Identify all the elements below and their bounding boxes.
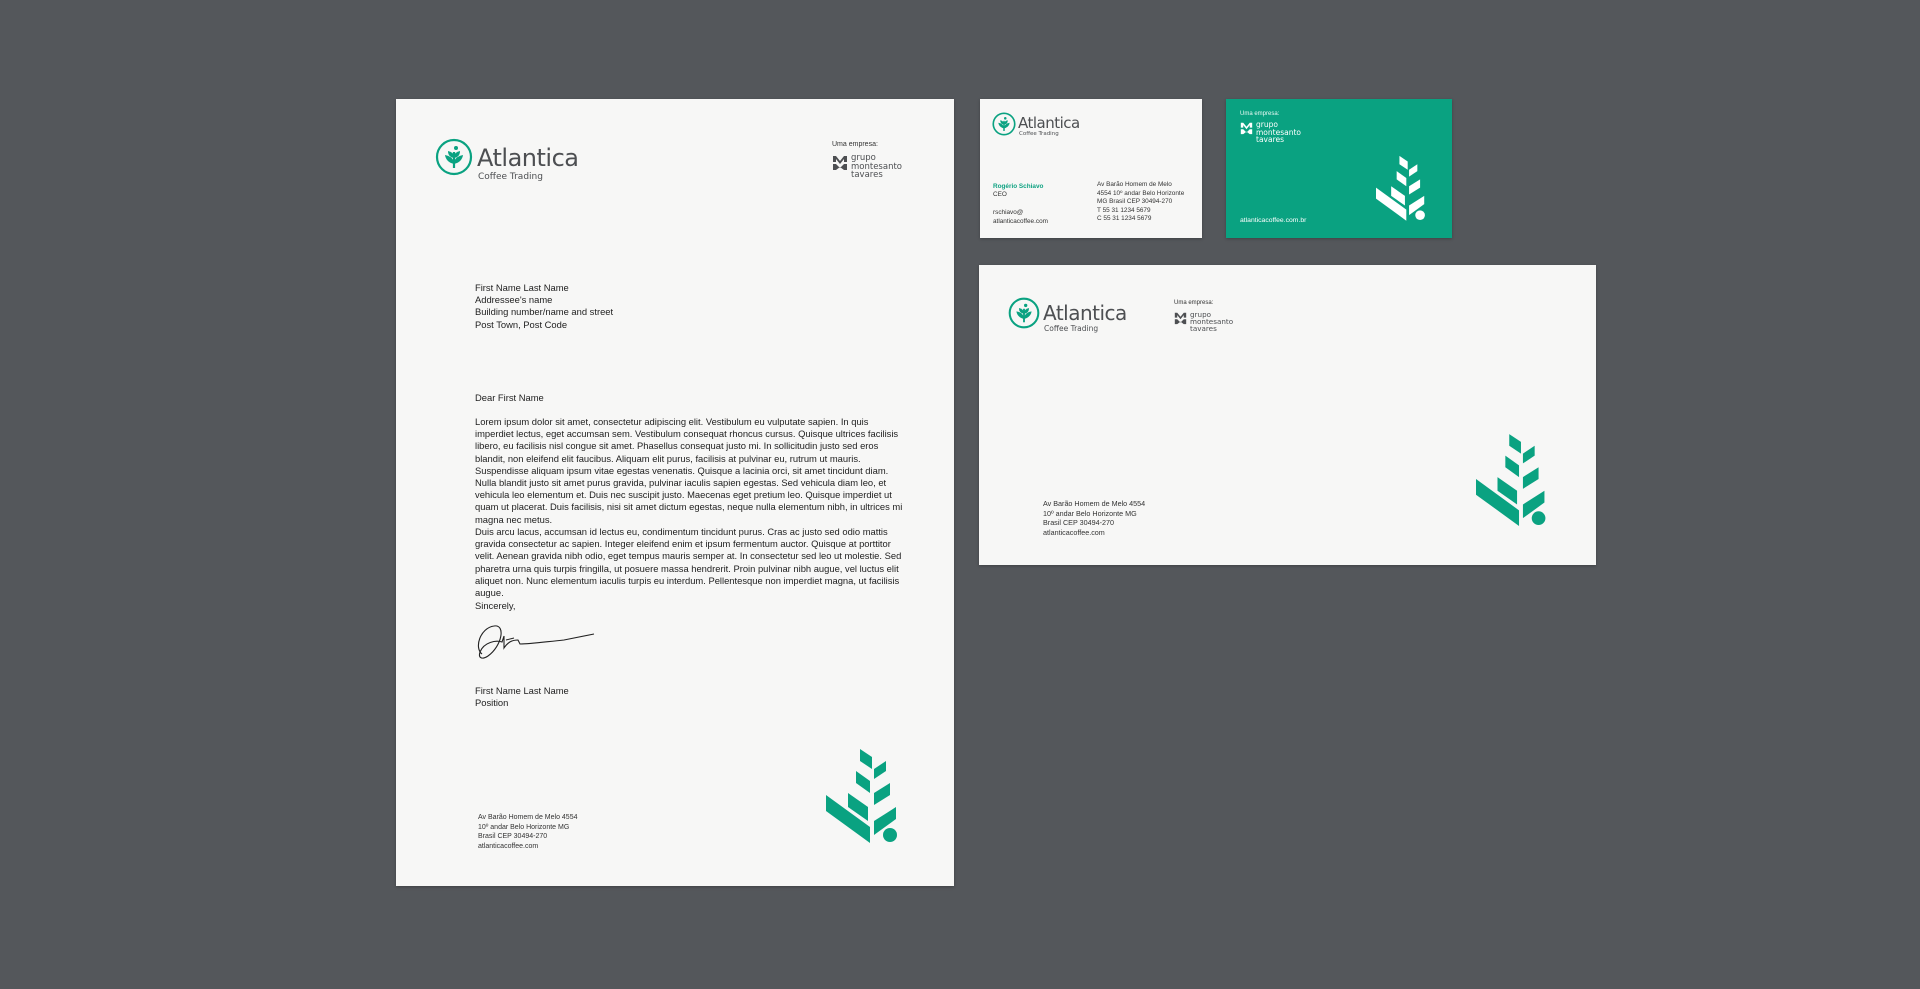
recipient-address <box>475 282 775 331</box>
group-name-line-2: montesanto <box>1256 127 1301 137</box>
group-name-line-1: grupo <box>1190 310 1212 319</box>
brand-tagline: Coffee Trading <box>1044 324 1099 333</box>
body-paragraph-2: Duis arcu lacus, accumsan id lectus eu, condimentum tincidunt purus. Cras ac justo sed odio mattis gravida consectetur ac sapien. Integer eleifend enim et ipsum fermentum auctor. Quisque at porttitor velit. Aenean gravida nibh odio, eget tempus mauris semper at. In consectetur sed leo ut molestie. Sed pharetra urna quis turpis fringilla, ut posuere massa hendrerit. Proin pulvinar nibh augue, vel luctus elit aliquet non. Nunc elementum iaculis turpis eu interdum. Pellentesque non imperdiet magna, ut facilisis augue. <box>475 526 902 599</box>
montesanto-mark-icon <box>1174 311 1187 325</box>
coffee-sprig-icon <box>1008 297 1040 329</box>
footer-line: atlanticacoffee.com <box>478 842 539 850</box>
coffee-sprig-icon <box>1376 154 1438 224</box>
signer-name: First Name Last Name <box>475 685 569 696</box>
brand-tagline: Coffee Trading <box>478 172 543 182</box>
brand-tagline: Coffee Trading <box>1019 131 1059 137</box>
signer-position: Position <box>475 697 509 709</box>
signer-block <box>475 685 569 709</box>
envelope-return-address <box>1043 499 1145 537</box>
letterhead-footer <box>478 813 577 851</box>
group-name-line-3: tavares <box>1190 324 1217 334</box>
group-logo <box>1174 300 1233 333</box>
coffee-sprig-icon <box>435 138 473 176</box>
address-line: First Name Last Name <box>475 282 569 293</box>
group-name-line-2: montesanto <box>851 161 902 172</box>
montesanto-mark-icon <box>1240 121 1253 135</box>
brand-name: Atlantica <box>1043 301 1127 325</box>
phone-line: C 55 31 1234 5679 <box>1097 215 1152 223</box>
group-name-line-3: tavares <box>851 170 883 180</box>
business-card-front <box>980 99 1202 238</box>
coffee-sprig-icon <box>1476 431 1564 531</box>
footer-line: Av Barão Homem de Melo 4554 <box>478 814 578 821</box>
address-line: Av Barão Homem de Melo <box>1097 181 1172 188</box>
footer-line: atlanticacoffee.com <box>1043 527 1105 537</box>
group-name-line-1: grupo <box>1256 120 1278 129</box>
group-label: Uma empresa: <box>1240 111 1280 117</box>
group-name-line-1: grupo <box>851 153 876 163</box>
business-card-back <box>1226 99 1452 238</box>
card-website: atlanticacoffee.com.br <box>1240 217 1307 224</box>
envelope <box>979 265 1596 565</box>
address-line: 4554 10º andar Belo Horizonte <box>1097 189 1185 197</box>
montesanto-mark-icon <box>832 154 848 171</box>
closing: Sincerely, <box>475 600 516 611</box>
body-paragraph-1: Lorem ipsum dolor sit amet, consectetur adipiscing elit. Vestibulum eu vulputate sapien. In quis imperdiet lectus, eget accumsan sem. Vestibulum consequat rhoncus cursus. Quisque ultrices facilisis libero, eu facilisis nisl congue sit amet. Phasellus consequat justo mi. In sollicitudin justo sed eros blandit, non eleifend elit faucibus. Aliquam elit purus, facilisis at pulvinar eu, rutrum ut mauris. Suspendisse aliquam ipsum vitae egestas venenatis. Quisque a lacinia orci, sit amet tincidunt diam. Nulla blandit justo sit amet purus gravida, pulvinar iaculis sapien egestas. Sed vehicula diam leo, et vehicula leo elementum et. Duis nec suscipit justo. Maecenas eget pretium leo. Quisque imperdiet ut quam ut placerat. Duis facilisis, nisi sit amet dictum egestas, neque nulla elementum nibh, in ultrices mi magna nec metus. <box>475 416 903 525</box>
group-name-line-3: tavares <box>1256 135 1285 144</box>
address-line: Addressee's name <box>475 294 553 306</box>
card-address <box>1097 181 1184 224</box>
coffee-sprig-icon <box>992 112 1016 136</box>
group-name-line-2: montesanto <box>1190 317 1234 327</box>
address-line: MG Brasil CEP 30494-270 <box>1097 198 1173 206</box>
brand-name: Atlantica <box>1018 114 1080 132</box>
signature-image <box>474 618 604 668</box>
footer-line: 10º andar Belo Horizonte MG <box>478 823 570 831</box>
atlantica-logo <box>435 138 578 182</box>
letterhead-sheet <box>396 99 954 886</box>
footer-line: Av Barão Homem de Melo 4554 <box>1043 499 1146 508</box>
phone-line: T 55 31 1234 5679 <box>1097 206 1151 214</box>
group-logo <box>1240 111 1301 144</box>
email-line: atlanticacoffee.com <box>993 217 1048 225</box>
atlantica-logo <box>1008 297 1127 333</box>
coffee-sprig-icon <box>826 747 916 847</box>
group-label: Uma empresa: <box>832 141 878 148</box>
group-label: Uma empresa: <box>1174 300 1214 306</box>
footer-line: 10º andar Belo Horizonte MG <box>1043 508 1137 518</box>
footer-line: Brasil CEP 30494-270 <box>478 833 548 840</box>
group-logo <box>832 141 902 180</box>
footer-line: Brasil CEP 30494-270 <box>1043 518 1114 528</box>
brand-name: Atlantica <box>477 144 579 172</box>
email-line: rschiavo@ <box>993 209 1024 216</box>
card-person-name: Rogério Schiavo <box>993 183 1044 190</box>
greeting: Dear First Name <box>475 392 544 403</box>
address-line: Post Town, Post Code <box>475 318 568 330</box>
card-email <box>993 209 1048 226</box>
card-person-title: CEO <box>993 191 1007 198</box>
atlantica-logo <box>992 112 1080 138</box>
address-line: Building number/name and street <box>475 306 614 318</box>
